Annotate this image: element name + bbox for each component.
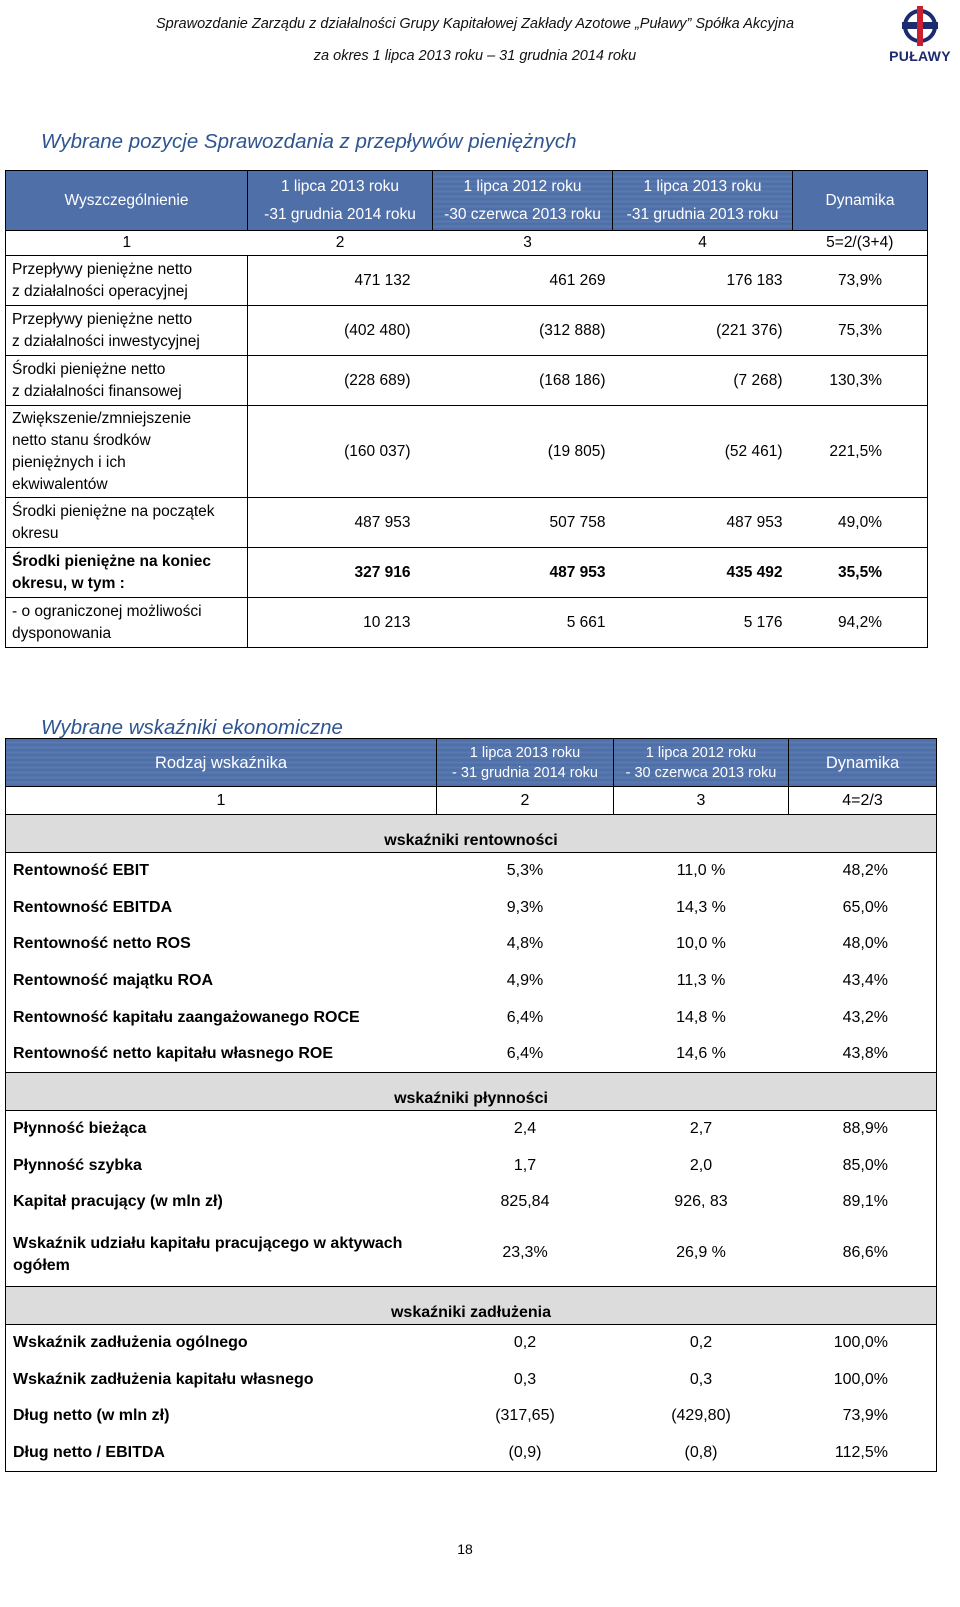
table-row <box>6 1111 937 1148</box>
row-label <box>6 356 248 406</box>
ratio-label: Rentowność netto ROS <box>6 926 437 963</box>
value-cell: 23,3% <box>502 1244 548 1262</box>
table-row <box>6 1435 937 1472</box>
table-row <box>6 1398 937 1435</box>
period-1-line2: - 31 grudnia 2014 roku <box>452 764 598 781</box>
ratios-header-row <box>6 739 937 787</box>
dynamics-cell: 43,4% <box>789 963 937 1000</box>
group-label: wskaźniki zadłużenia <box>6 1287 937 1325</box>
logo-text: PUŁAWY <box>889 48 951 64</box>
report-header-period: za okres 1 lipca 2013 roku – 31 grudnia 2014 roku <box>313 48 637 64</box>
col-number: 3 <box>614 787 789 815</box>
value-cell: (0,8) <box>614 1435 789 1472</box>
dynamics-cell: 48,2% <box>789 853 937 890</box>
table-row <box>6 1184 937 1221</box>
row-label <box>6 498 248 548</box>
dynamics-cell: 35,5% <box>793 548 928 598</box>
ratio-label: Płynność szybka <box>6 1147 437 1184</box>
table-row <box>6 598 928 648</box>
ratios-dynamics-header: Dynamika <box>789 739 937 787</box>
value-cell: 0,3 <box>689 1370 713 1388</box>
value-cell: 507 758 <box>433 498 613 548</box>
label-line: ekwiwalentów <box>12 475 108 493</box>
value-cell: 2,4 <box>513 1120 537 1138</box>
group-label: wskaźniki płynności <box>6 1073 937 1111</box>
value-cell: 14,6 % <box>676 1045 726 1063</box>
table-row <box>6 306 928 356</box>
row-label <box>6 306 248 356</box>
table-row <box>6 548 928 598</box>
ratio-label: Rentowność EBIT <box>6 853 437 890</box>
row-label <box>6 256 248 306</box>
value-cell: 9,3% <box>506 898 544 916</box>
value-cell: (402 480) <box>248 306 433 356</box>
value-cell: 4,8% <box>506 935 544 953</box>
value-cell: (7 268) <box>613 356 793 406</box>
table-row <box>6 853 937 890</box>
col-number: 2 <box>437 787 614 815</box>
page-number: 18 <box>457 1541 473 1557</box>
label-line: Środki pieniężne netto <box>12 360 166 378</box>
dynamics-cell: 75,3% <box>793 306 928 356</box>
cashflow-table <box>5 170 928 648</box>
value-cell: 11,3 % <box>676 971 726 989</box>
ratio-label: Rentowność majątku ROA <box>6 963 437 1000</box>
dynamics-cell: 88,9% <box>789 1111 937 1148</box>
value-cell: 1,7 <box>513 1156 537 1174</box>
cashflow-period-2 <box>433 171 613 231</box>
label-line: dysponowania <box>12 624 112 642</box>
col-number: 4=2/3 <box>789 787 937 815</box>
ratios-number-row <box>6 787 937 815</box>
ratios-period-2 <box>614 739 789 787</box>
value-cell: 4,9% <box>506 971 544 989</box>
ratio-label: Rentowność netto kapitału własnego ROE <box>6 1036 437 1073</box>
table-row <box>6 256 928 306</box>
value-cell: 14,8 % <box>676 1008 726 1026</box>
table-row <box>6 1036 937 1073</box>
report-header-title: Sprawozdanie Zarządu z działalności Grupy Kapitałowej Zakłady Azotowe „Puławy” Spółka Akcyjna <box>155 16 795 32</box>
dynamics-cell: 89,1% <box>789 1184 937 1221</box>
value-cell: 926, 83 <box>674 1193 728 1211</box>
value-cell: 2,0 <box>689 1156 713 1174</box>
label-line: z działalności operacyjnej <box>12 282 188 300</box>
col-number: 1 <box>6 231 248 256</box>
dynamics-cell: 130,3% <box>793 356 928 406</box>
value-cell: 14,3 % <box>676 898 726 916</box>
value-cell: 5 661 <box>433 598 613 648</box>
ratios-col-header: Rodzaj wskaźnika <box>6 739 437 787</box>
col-number: 3 <box>433 231 613 256</box>
dynamics-cell: 73,9% <box>789 1398 937 1435</box>
group-row-debt <box>6 1287 937 1325</box>
ratio-label: Kapitał pracujący (w mln zł) <box>6 1184 437 1221</box>
col-number: 4 <box>613 231 793 256</box>
period-1-line1: 1 lipca 2013 roku <box>469 744 581 761</box>
value-cell: 471 132 <box>248 256 433 306</box>
value-cell: (0,9) <box>437 1435 614 1472</box>
value-cell: 10,0 % <box>676 935 726 953</box>
value-cell: 176 183 <box>613 256 793 306</box>
dynamics-cell: 100,0% <box>789 1325 937 1362</box>
ratio-label: Wskaźnik zadłużenia kapitału własnego <box>6 1361 437 1398</box>
value-cell: 435 492 <box>613 548 793 598</box>
value-cell: 825,84 <box>500 1193 550 1211</box>
value-cell: 0,2 <box>513 1334 537 1352</box>
period-3-line2: -31 grudnia 2013 roku <box>626 206 779 223</box>
group-row-liquidity <box>6 1073 937 1111</box>
dynamics-cell: 94,2% <box>793 598 928 648</box>
value-cell: (221 376) <box>613 306 793 356</box>
value-cell: 487 953 <box>248 498 433 548</box>
ratio-label: Rentowność EBITDA <box>6 889 437 926</box>
table-row <box>6 356 928 406</box>
value-cell: 2,7 <box>689 1120 713 1138</box>
label-line: z działalności inwestycyjnej <box>12 332 200 350</box>
value-cell: (317,65) <box>495 1407 555 1425</box>
ratio-label: Płynność bieżąca <box>6 1111 437 1148</box>
period-1-line1: 1 lipca 2013 roku <box>280 178 400 195</box>
label-line: okresu <box>12 524 59 542</box>
value-cell: (52 461) <box>613 406 793 498</box>
label-line: netto stanu środków <box>12 431 151 449</box>
period-3-line1: 1 lipca 2013 roku <box>643 178 762 195</box>
ratio-label: Wskaźnik udziału kapitału pracującego w aktywach ogółem <box>6 1221 437 1287</box>
table-row <box>6 1325 937 1362</box>
value-cell: 10 213 <box>248 598 433 648</box>
dynamics-cell: 49,0% <box>793 498 928 548</box>
table-row <box>6 406 928 498</box>
table-row <box>6 1147 937 1184</box>
group-label: wskaźniki rentowności <box>6 815 937 853</box>
ratio-label: Wskaźnik zadłużenia ogólnego <box>6 1325 437 1362</box>
table-row <box>6 498 928 548</box>
ratios-period-1 <box>437 739 614 787</box>
label-line: Przepływy pieniężne netto <box>12 310 193 328</box>
col-number: 5=2/(3+4) <box>793 231 928 256</box>
col-number: 2 <box>248 231 433 256</box>
period-2-line2: -30 czerwca 2013 roku <box>444 206 601 223</box>
value-cell: 11,0 % <box>676 862 726 880</box>
dynamics-cell: 48,0% <box>789 926 937 963</box>
label-line: z działalności finansowej <box>12 382 182 400</box>
cashflow-period-1 <box>248 171 433 231</box>
table-row <box>6 926 937 963</box>
value-cell: 0,2 <box>689 1334 713 1352</box>
period-1-line2: -31 grudnia 2014 roku <box>264 206 416 223</box>
label-line: Środki pieniężne na początek <box>12 502 215 520</box>
cashflow-section-title: Wybrane pozycje Sprawozdania z przepływów pieniężnych <box>41 130 577 153</box>
ratio-label: Dług netto / EBITDA <box>6 1435 437 1472</box>
cashflow-header-row <box>6 171 928 231</box>
label-line: Zwiększenie/zmniejszenie <box>12 409 192 427</box>
value-cell: (19 805) <box>433 406 613 498</box>
dynamics-cell: 43,2% <box>789 999 937 1036</box>
row-label <box>6 548 248 598</box>
value-cell: 26,9 % <box>676 1244 726 1262</box>
cashflow-col-header: Wyszczególnienie <box>6 171 248 231</box>
value-cell: (168 186) <box>433 356 613 406</box>
col-number: 1 <box>6 787 437 815</box>
dynamics-cell: 65,0% <box>789 889 937 926</box>
label-line: Przepływy pieniężne netto <box>12 260 193 278</box>
value-cell: 5,3% <box>506 862 544 880</box>
value-cell: (228 689) <box>248 356 433 406</box>
period-2-line1: 1 lipca 2012 roku <box>463 178 582 195</box>
cashflow-period-3 <box>613 171 793 231</box>
table-row <box>6 963 937 1000</box>
label-line: Środki pieniężne na koniec <box>12 552 211 570</box>
value-cell: 327 916 <box>248 548 433 598</box>
value-cell: 6,4% <box>506 1045 544 1063</box>
label-line: okresu, w tym : <box>12 574 125 592</box>
ratio-label: Dług netto (w mln zł) <box>6 1398 437 1435</box>
cashflow-number-row <box>6 231 928 256</box>
table-row <box>6 999 937 1036</box>
cashflow-dynamics-header: Dynamika <box>793 171 928 231</box>
dynamics-cell: 43,8% <box>789 1036 937 1073</box>
value-cell: 461 269 <box>433 256 613 306</box>
table-row <box>6 1361 937 1398</box>
table-row <box>6 889 937 926</box>
row-label <box>6 406 248 498</box>
ratios-section-title: Wybrane wskaźniki ekonomiczne <box>41 716 343 739</box>
ratios-table <box>5 738 937 1472</box>
label-line: - o ograniczonej możliwości <box>12 602 202 620</box>
value-cell: 487 953 <box>613 498 793 548</box>
period-2-line1: 1 lipca 2012 roku <box>645 744 757 761</box>
value-cell: (429,80) <box>671 1407 731 1425</box>
dynamics-cell: 100,0% <box>789 1361 937 1398</box>
period-2-line2: - 30 czerwca 2013 roku <box>625 764 777 781</box>
row-label <box>6 598 248 648</box>
dynamics-cell: 85,0% <box>789 1147 937 1184</box>
table-row <box>6 1221 937 1287</box>
value-cell: 487 953 <box>433 548 613 598</box>
value-cell: (312 888) <box>433 306 613 356</box>
dynamics-cell: 86,6% <box>789 1221 937 1287</box>
value-cell: 6,4% <box>506 1008 544 1026</box>
group-row-profitability <box>6 815 937 853</box>
dynamics-cell: 221,5% <box>793 406 928 498</box>
value-cell: 5 176 <box>613 598 793 648</box>
dynamics-cell: 112,5% <box>789 1435 937 1472</box>
value-cell: 0,3 <box>513 1370 537 1388</box>
label-line: pieniężnych i ich <box>12 453 126 471</box>
dynamics-cell: 73,9% <box>793 256 928 306</box>
ratio-label: Rentowność kapitału zaangażowanego ROCE <box>6 999 437 1036</box>
value-cell: (160 037) <box>248 406 433 498</box>
